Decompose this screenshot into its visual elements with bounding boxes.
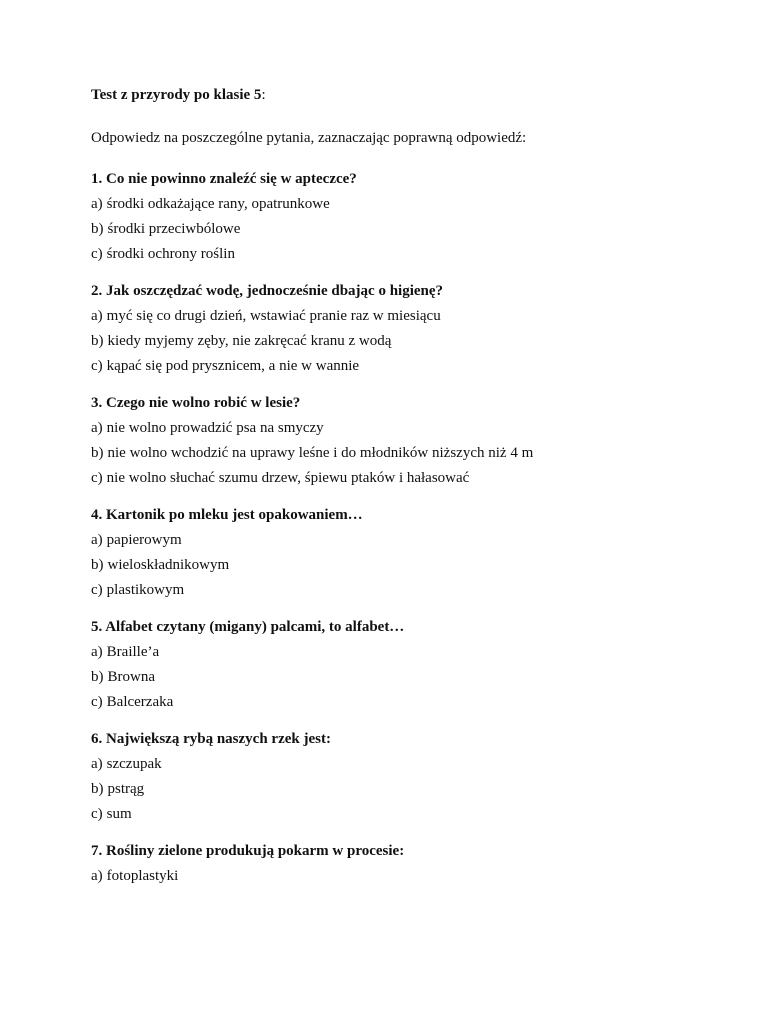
question-number: 6.	[91, 731, 103, 747]
answer-text: fotoplastyki	[106, 868, 179, 884]
question-number: 4.	[91, 507, 103, 523]
instructions-text: Odpowiedz na poszczególne pytania, zaznaczając poprawną odpowiedź:	[91, 130, 527, 146]
answer-option	[91, 194, 533, 214]
answer-text: kąpać się pod prysznicem, a nie w wannie	[106, 358, 360, 374]
answer-letter: a)	[91, 308, 103, 324]
answer-letter: b)	[91, 445, 104, 461]
question-label: Kartonik po mleku jest opakowaniem…	[106, 507, 363, 523]
question-block	[91, 281, 533, 376]
question-text	[91, 841, 533, 861]
answer-option	[91, 804, 533, 824]
question-text	[91, 729, 533, 749]
question-text	[91, 281, 533, 301]
answer-letter: c)	[91, 470, 103, 486]
question-text	[91, 169, 533, 189]
answer-letter: a)	[91, 868, 103, 884]
answer-text: pstrąg	[107, 781, 145, 797]
answer-text: nie wolno słuchać szumu drzew, śpiewu ptaków i hałasować	[106, 470, 470, 486]
answer-letter: b)	[91, 669, 104, 685]
answer-option	[91, 331, 533, 351]
answer-letter: c)	[91, 582, 103, 598]
answer-option	[91, 754, 533, 774]
answer-text: Browna	[107, 669, 155, 685]
answer-letter: b)	[91, 557, 104, 573]
answer-option	[91, 642, 533, 662]
answer-text: sum	[106, 806, 132, 822]
question-label: Rośliny zielone produkują pokarm w procesie:	[106, 843, 405, 859]
title-suffix: :	[261, 87, 266, 103]
question-list	[91, 169, 533, 903]
question-block	[91, 505, 533, 600]
answer-text: nie wolno wchodzić na uprawy leśne i do młodników niższych niż 4 m	[107, 445, 534, 461]
answer-letter: c)	[91, 358, 103, 374]
answer-option	[91, 468, 533, 488]
answer-option	[91, 306, 533, 326]
answer-text: kiedy myjemy zęby, nie zakręcać kranu z wodą	[107, 333, 392, 349]
answer-text: nie wolno prowadzić psa na smyczy	[106, 420, 324, 436]
answer-option	[91, 667, 533, 687]
question-number: 3.	[91, 395, 103, 411]
answer-text: Balcerzaka	[106, 694, 174, 710]
answer-option	[91, 356, 533, 376]
answer-text: Braille’a	[106, 644, 160, 660]
answer-option	[91, 692, 533, 712]
question-block	[91, 729, 533, 824]
answer-letter: a)	[91, 532, 103, 548]
question-block	[91, 393, 533, 488]
answer-text: wieloskładnikowym	[107, 557, 230, 573]
question-text	[91, 505, 533, 525]
title-text: Test z przyrody po klasie 5	[91, 87, 262, 103]
answer-option	[91, 530, 533, 550]
answer-letter: c)	[91, 694, 103, 710]
answer-letter: c)	[91, 806, 103, 822]
question-block	[91, 169, 533, 264]
question-number: 2.	[91, 283, 103, 299]
question-label: Czego nie wolno robić w lesie?	[106, 395, 301, 411]
question-number: 1.	[91, 171, 103, 187]
answer-letter: b)	[91, 781, 104, 797]
document-title	[91, 85, 266, 105]
answer-text: środki odkażające rany, opatrunkowe	[106, 196, 330, 212]
answer-letter: a)	[91, 420, 103, 436]
answer-option	[91, 866, 533, 886]
answer-text: szczupak	[106, 756, 162, 772]
answer-letter: a)	[91, 196, 103, 212]
answer-option	[91, 418, 533, 438]
answer-option	[91, 555, 533, 575]
answer-letter: b)	[91, 221, 104, 237]
question-block	[91, 841, 533, 886]
answer-option	[91, 779, 533, 799]
answer-text: środki ochrony roślin	[106, 246, 235, 262]
question-number: 5.	[91, 619, 103, 635]
answer-letter: c)	[91, 246, 103, 262]
question-text	[91, 393, 533, 413]
answer-option	[91, 219, 533, 239]
answer-text: plastikowym	[106, 582, 185, 598]
answer-text: papierowym	[106, 532, 182, 548]
question-label: Jak oszczędzać wodę, jednocześnie dbając o higienę?	[106, 283, 444, 299]
question-label: Co nie powinno znaleźć się w apteczce?	[106, 171, 357, 187]
answer-letter: a)	[91, 756, 103, 772]
answer-text: myć się co drugi dzień, wstawiać pranie raz w miesiącu	[106, 308, 441, 324]
question-block	[91, 617, 533, 712]
question-text	[91, 617, 533, 637]
answer-letter: b)	[91, 333, 104, 349]
answer-option	[91, 244, 533, 264]
answer-option	[91, 580, 533, 600]
answer-letter: a)	[91, 644, 103, 660]
answer-option	[91, 443, 533, 463]
question-label: Największą rybą naszych rzek jest:	[106, 731, 331, 747]
answer-text: środki przeciwbólowe	[107, 221, 241, 237]
question-number: 7.	[91, 843, 103, 859]
question-label: Alfabet czytany (migany) palcami, to alfabet…	[105, 619, 405, 635]
